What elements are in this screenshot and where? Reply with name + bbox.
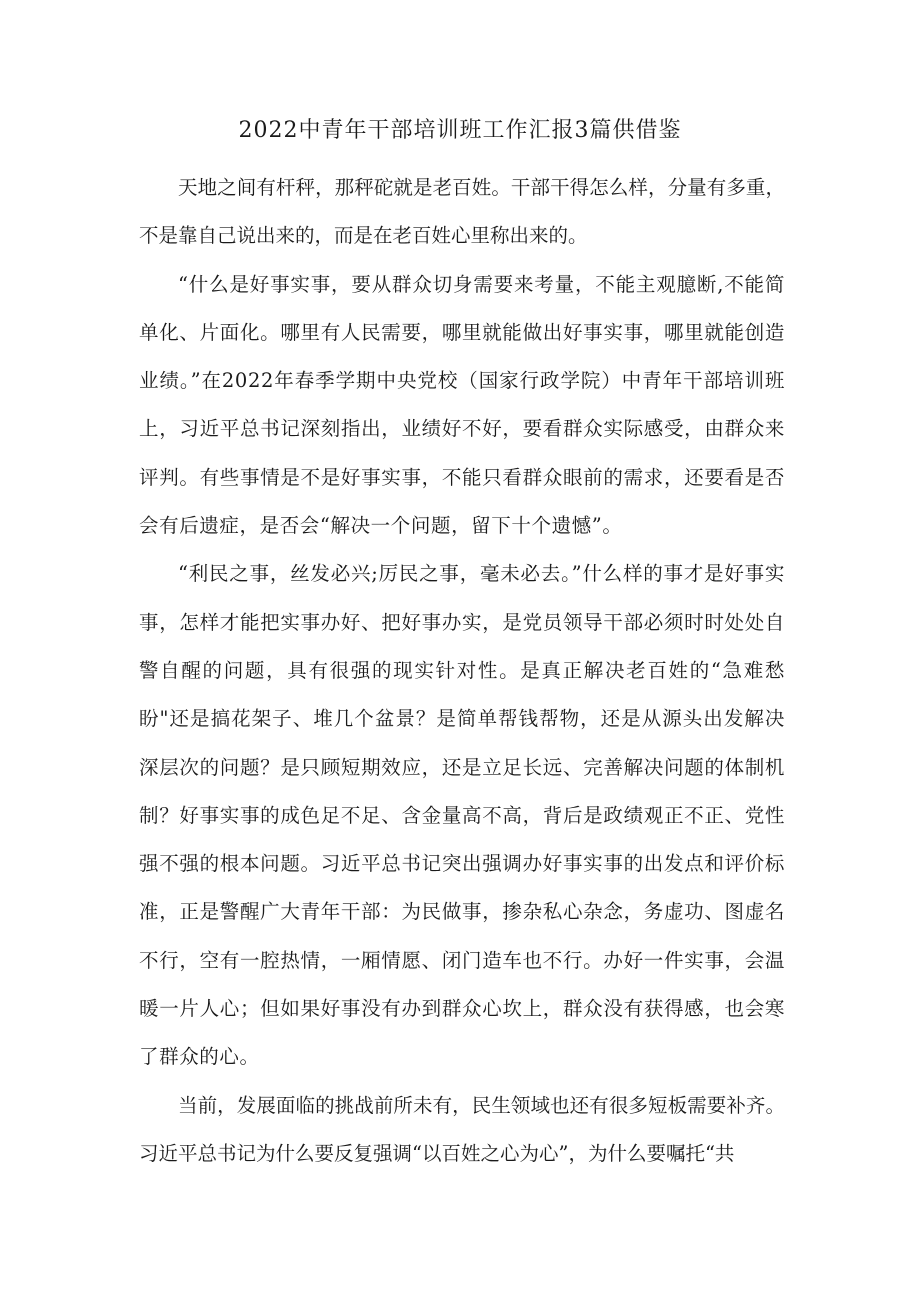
paragraph-1: 天地之间有杆秤，那秤砣就是老百姓。干部干得怎么样，分量有多重，不是靠自己说出来的，而是在老百姓心里称出来的。 — [139, 176, 785, 248]
document-title: 2022中青年干部培训班工作汇报3篇供借鉴 — [238, 118, 682, 143]
paragraph-3: “利民之事，丝发必兴;厉民之事，毫未必去。”什么样的事才是好事实事，怎样才能把实事办好、把好事办实，是党员领导干部必须时时处处自警自醒的问题，具有很强的现实针对性。是真正解决老百姓的“急难愁盼"还是搞花架子、堆几个盆景？是简单帮钱帮物，还是从源头出发解决深层次的问题？是只顾短期效应，还是立足长远、完善解决问题的体制机制？好事实事的成色足不足、含金量高不高，背后是政绩观正不正、党性强不强的根本问题。习近平总书记突出强调办好事实事的出发点和评价标准，正是警醒广大青年干部：为民做事，掺杂私心杂念，务虚功、图虚名不行，空有一腔热情，一厢情愿、闭门造车也不行。办好一件实事，会温暖一片人心；但如果好事没有办到群众心坎上，群众没有获得感，也会寒了群众的心。 — [139, 562, 785, 1069]
document-body — [139, 164, 785, 1178]
paragraph-2: “什么是好事实事，要从群众切身需要来考量，不能主观臆断,不能简单化、片面化。哪里有人民需要，哪里就能做出好事实事，哪里就能创造业绩。”在2022年春季学期中央党校（国家行政学院）中青年干部培训班上，习近平总书记深刻指出，业绩好不好，要看群众实际感受，由群众来评判。有些事情是不是好事实事，不能只看群众眼前的需求，还要看是否会有后遗症，是否会“解决一个问题，留下十个遗憾”。 — [139, 272, 785, 538]
paragraph-4: 当前，发展面临的挑战前所未有，民生领域也还有很多短板需要补齐。习近平总书记为什么要反复强调“以百姓之心为心”，为什么要嘱托“共 — [139, 1093, 785, 1165]
